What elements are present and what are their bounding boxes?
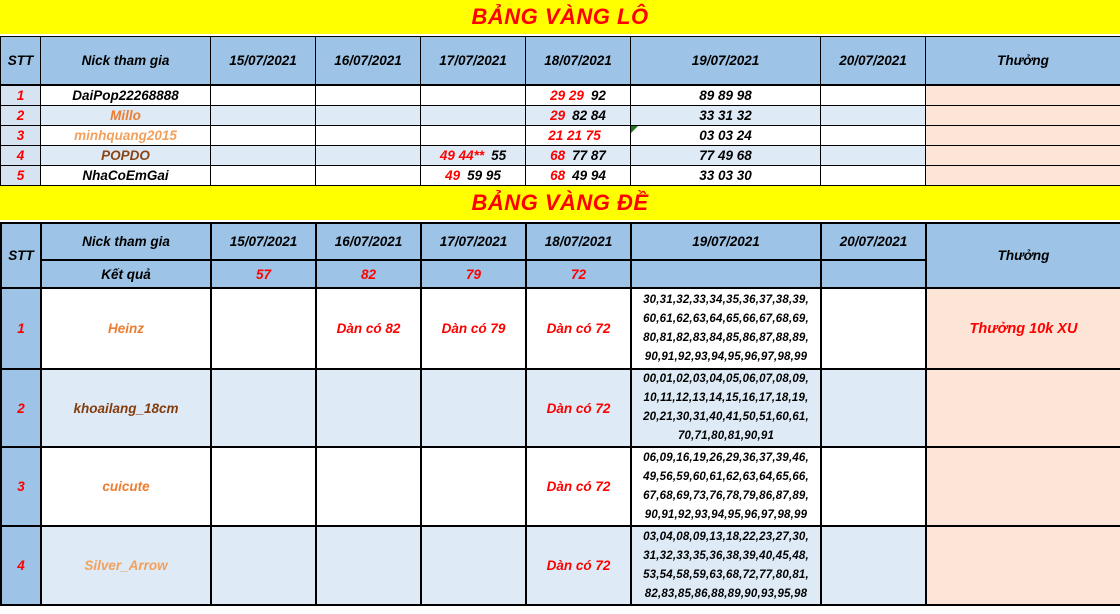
row-index: 2 [1,106,41,126]
cell-d18: Dàn có 72 [526,369,631,447]
row-index: 4 [1,146,41,166]
cell-d15 [211,126,316,146]
player-nick: Silver_Arrow [41,526,211,605]
row-index: 3 [1,447,41,526]
cell-d19-number-set [631,447,821,526]
number-line: 53,54,58,59,63,68,72,77,80,81, [643,568,809,581]
cell-thuong [926,106,1120,126]
other-numbers: 82 84 [572,108,606,123]
cell-thuong [926,526,1120,605]
cell-d16 [316,447,421,526]
row-index: 2 [1,369,41,447]
cell-d19-number-set [631,526,821,605]
row-index: 3 [1,126,41,146]
cell-d20 [821,126,926,146]
cell-d18 [526,85,631,106]
lo-header-nick: Nick tham gia [41,37,211,86]
ketqua-d18: 72 [526,260,631,288]
player-nick: POPDO [41,146,211,166]
bang-vang-lo-title: BẢNG VÀNG LÔ [0,0,1120,36]
cell-d16: Dàn có 82 [316,288,421,369]
de-header-date-18: 18/07/2021 [526,223,631,260]
cell-d20 [821,369,926,447]
cell-d17 [421,526,526,605]
lo-row-1 [1,85,1120,106]
cell-d17 [421,85,526,106]
number-line: 60,61,62,63,64,65,66,67,68,69, [643,312,809,325]
cell-d20 [821,106,926,126]
cell-thuong [926,369,1120,447]
cell-d20 [821,447,926,526]
cell-d18 [526,126,631,146]
bang-vang-de-title: BẢNG VÀNG ĐỀ [0,186,1120,222]
de-header-date-16: 16/07/2021 [316,223,421,260]
number-line: 06,09,16,19,26,29,36,37,39,46, [643,451,809,464]
number-line: 70,71,80,81,90,91 [677,430,775,442]
cell-d20 [821,146,926,166]
de-row-3 [1,447,1120,526]
de-header-date-20: 20/07/2021 [821,223,926,260]
cell-d15 [211,288,316,369]
hit-numbers: 49 44** [439,148,485,163]
hit-numbers: 68 [550,148,566,163]
ketqua-label: Kết quả [41,260,211,288]
lo-header-date-18: 18/07/2021 [526,37,631,86]
cell-d17 [421,126,526,146]
de-header-date-15: 15/07/2021 [211,223,316,260]
lo-header-row [1,37,1120,86]
cell-d16 [316,126,421,146]
row-index: 5 [1,166,41,186]
number-line: 80,81,82,83,84,85,86,87,88,89, [643,331,809,344]
de-row-1 [1,288,1120,369]
cell-d15 [211,166,316,186]
player-nick: Heinz [41,288,211,369]
ketqua-d20 [821,260,926,288]
cell-d16 [316,106,421,126]
cell-d16 [316,526,421,605]
row-index: 1 [1,288,41,369]
hit-numbers: 49 [445,168,461,183]
cell-d15 [211,85,316,106]
cell-thuong [926,146,1120,166]
cell-d20 [821,526,926,605]
player-nick: NhaCoEmGai [41,166,211,186]
number-line: 82,83,85,86,88,89,90,93,95,98 [644,587,808,600]
cell-d18 [526,146,631,166]
hit-numbers: 68 [550,168,566,183]
number-line: 67,68,69,73,76,78,79,86,87,89, [643,489,809,502]
other-numbers: 55 [491,148,507,163]
cell-d18: Dàn có 72 [526,288,631,369]
cell-d17 [421,369,526,447]
cell-d15 [211,447,316,526]
other-numbers: 59 95 [467,168,501,183]
lo-header-date-16: 16/07/2021 [316,37,421,86]
cell-d19: 33 31 32 [631,106,821,126]
cell-d20 [821,85,926,106]
cell-thuong: Thưởng 10k XU [926,288,1120,369]
number-line: 10,11,12,13,14,15,16,17,18,19, [643,392,809,404]
lo-row-5 [1,166,1120,186]
row-index: 4 [1,526,41,605]
comment-flag-icon [631,126,638,133]
de-header-stt: STT [1,223,41,288]
cell-thuong [926,85,1120,106]
lo-header-thuong: Thưởng [926,37,1120,86]
cell-d15 [211,526,316,605]
cell-d18 [526,166,631,186]
player-nick: khoailang_18cm [41,369,211,447]
other-numbers: 49 94 [572,168,606,183]
cell-d16 [316,146,421,166]
cell-d17 [421,166,526,186]
other-numbers: 03 03 24 [699,128,752,143]
cell-d15 [211,369,316,447]
cell-d19: 89 89 98 [631,85,821,106]
row-index: 1 [1,85,41,106]
cell-d18 [526,106,631,126]
ketqua-d17: 79 [421,260,526,288]
player-nick: Millo [41,106,211,126]
de-row-4 [1,526,1120,605]
cell-thuong [926,166,1120,186]
cell-d16 [316,166,421,186]
hit-numbers: 21 21 75 [548,128,601,143]
lo-header-date-19: 19/07/2021 [631,37,821,86]
cell-d19-number-set [631,369,821,447]
de-header-nick: Nick tham gia [41,223,211,260]
cell-d18: Dàn có 72 [526,447,631,526]
number-line: 90,91,92,93,94,95,96,97,98,99 [644,508,808,521]
lo-header-date-17: 17/07/2021 [421,37,526,86]
cell-d19: 77 49 68 [631,146,821,166]
de-header-row [1,223,1120,260]
number-line: 03,04,08,09,13,18,22,23,27,30, [643,530,809,543]
cell-d17 [421,146,526,166]
lo-row-4 [1,146,1120,166]
cell-d20 [821,166,926,186]
player-nick: DaiPop22268888 [41,85,211,106]
de-header-date-19: 19/07/2021 [631,223,821,260]
ketqua-d15: 57 [211,260,316,288]
cell-d15 [211,106,316,126]
other-numbers: 77 87 [572,148,606,163]
number-line: 31,32,33,35,36,38,39,40,45,48, [643,549,809,562]
hit-numbers: 29 [550,108,566,123]
cell-d17 [421,106,526,126]
number-line: 90,91,92,93,94,95,96,97,98,99 [644,350,808,363]
cell-d20 [821,288,926,369]
cell-d17: Dàn có 79 [421,288,526,369]
cell-d19-number-set [631,288,821,369]
lo-header-stt: STT [1,37,41,86]
de-header-thuong: Thưởng [926,223,1120,288]
bang-vang-de-table [0,222,1120,606]
cell-d17 [421,447,526,526]
de-header-date-17: 17/07/2021 [421,223,526,260]
lo-row-2 [1,106,1120,126]
ketqua-d19 [631,260,821,288]
ketqua-d16: 82 [316,260,421,288]
lo-header-date-15: 15/07/2021 [211,37,316,86]
number-line: 30,31,32,33,34,35,36,37,38,39, [643,293,809,306]
cell-d16 [316,85,421,106]
player-nick: cuicute [41,447,211,526]
hit-numbers: 29 29 [550,88,584,103]
cell-d18: Dàn có 72 [526,526,631,605]
number-line: 00,01,02,03,04,05,06,07,08,09, [643,373,809,385]
de-row-2 [1,369,1120,447]
other-numbers: 92 [590,88,606,103]
lo-row-3 [1,126,1120,146]
cell-d16 [316,369,421,447]
number-line: 20,21,30,31,40,41,50,51,60,61, [643,411,809,423]
lo-header-date-20: 20/07/2021 [821,37,926,86]
cell-d19 [631,126,821,146]
bang-vang-lo-table [0,36,1120,186]
number-line: 49,56,59,60,61,62,63,64,65,66, [643,470,809,483]
cell-thuong [926,447,1120,526]
player-nick: minhquang2015 [41,126,211,146]
cell-thuong [926,126,1120,146]
cell-d15 [211,146,316,166]
cell-d19: 33 03 30 [631,166,821,186]
